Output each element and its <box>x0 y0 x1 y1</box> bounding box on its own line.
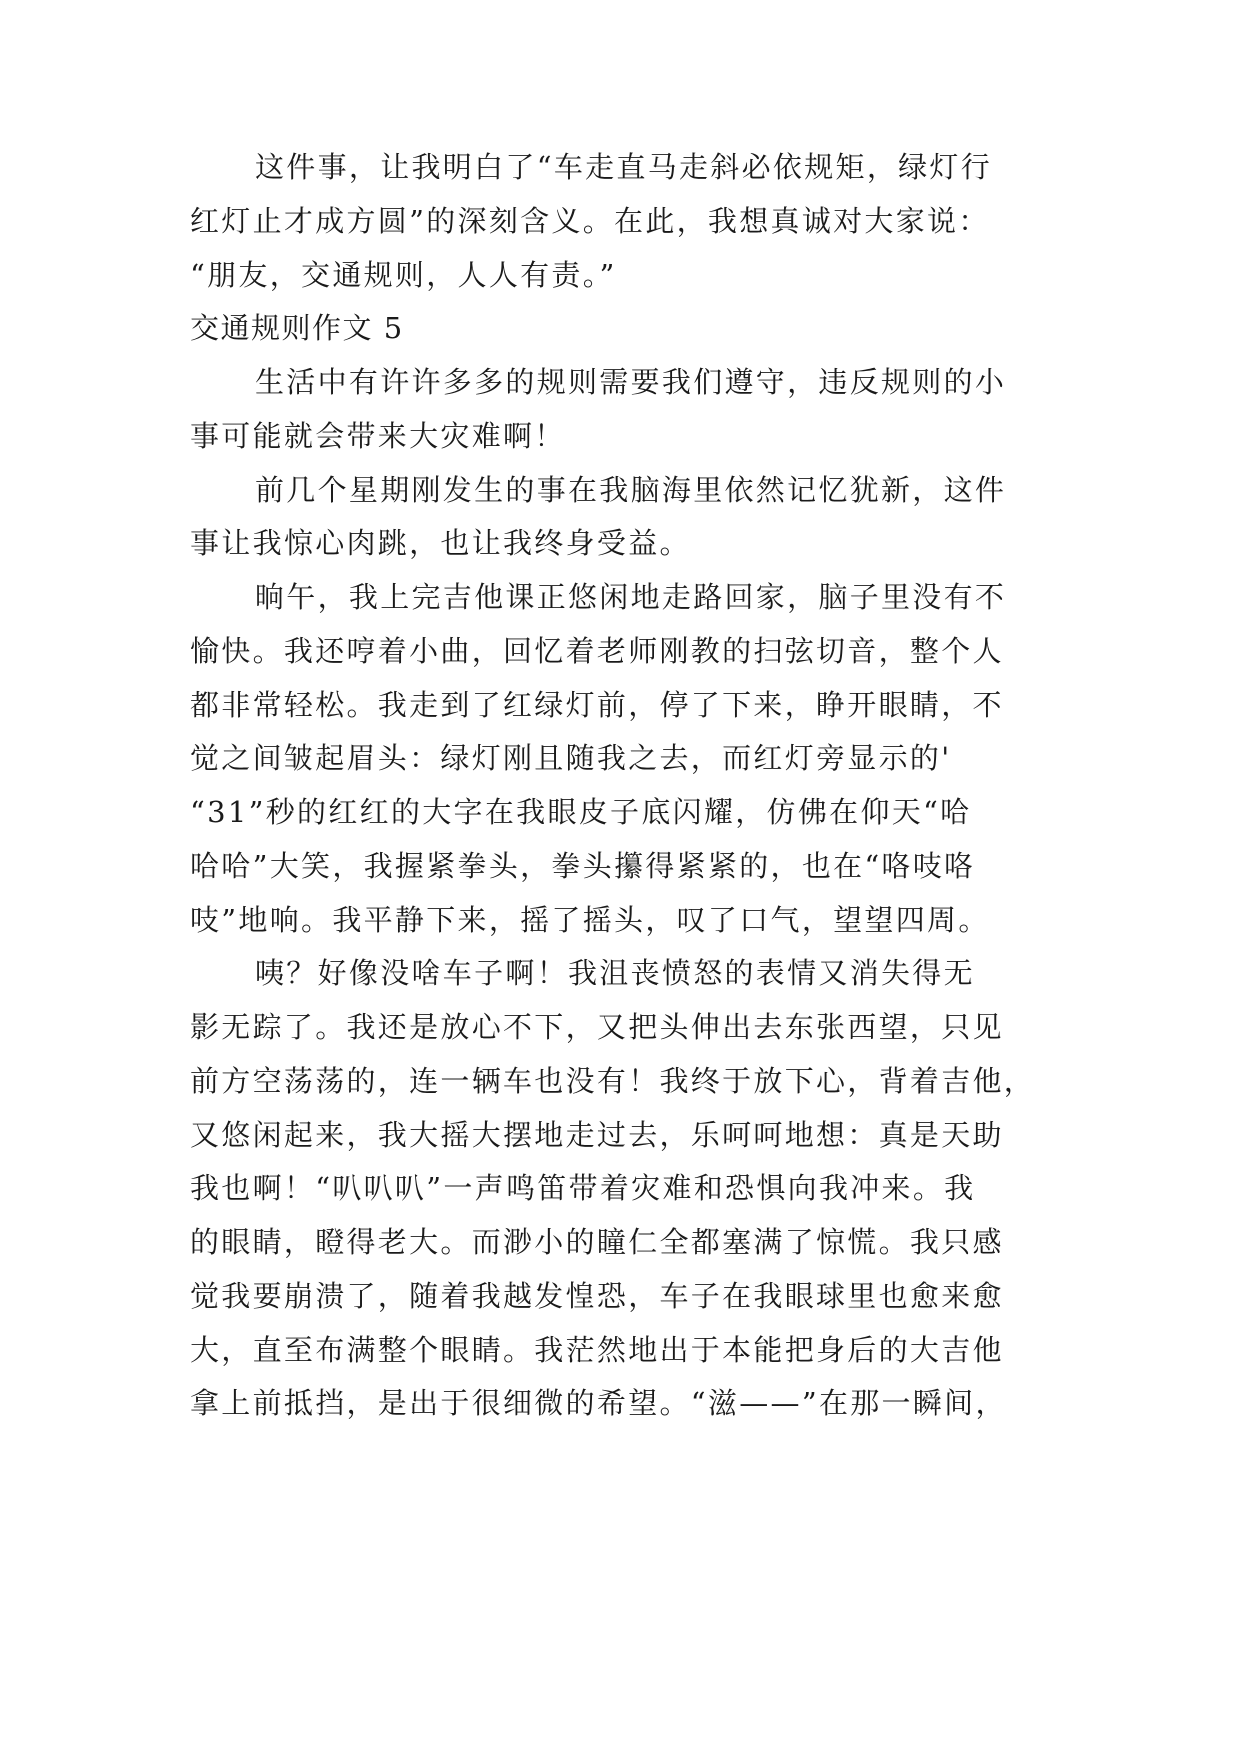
paragraph-line: 拿上前抵挡，是出于很细微的希望。“滋——”在那一瞬间， <box>190 1386 1007 1420</box>
paragraph-line: 咦？好像没啥车子啊！我沮丧愤怒的表情又消失得无 <box>255 956 975 990</box>
paragraph-line: 又悠闲起来，我大摇大摆地走过去，乐呵呵地想：真是天助 <box>190 1118 1004 1152</box>
paragraph-line: 大，直至布满整个眼睛。我茫然地出于本能把身后的大吉他 <box>190 1333 1004 1367</box>
paragraph-line: 觉之间皱起眉头：绿灯刚且随我之去，而红灯旁显示的' <box>190 741 952 775</box>
paragraph-line: 影无踪了。我还是放心不下，又把头伸出去东张西望，只见 <box>190 1010 1004 1044</box>
paragraph-line: 愉快。我还哼着小曲，回忆着老师刚教的扫弦切音，整个人 <box>190 634 1004 668</box>
paragraph-line: 我也啊！“叭叭叭”一声鸣笛带着灾难和恐惧向我冲来。我 <box>190 1171 976 1205</box>
paragraph-line: 觉我要崩溃了，随着我越发惶恐，车子在我眼球里也愈来愈 <box>190 1279 1004 1313</box>
paragraph-line: 红灯止才成方圆”的深刻含义。在此，我想真诚对大家说： <box>190 204 990 238</box>
paragraph-line: 生活中有许许多多的规则需要我们遵守，违反规则的小 <box>255 365 1007 399</box>
paragraph-line: 前几个星期刚发生的事在我脑海里依然记忆犹新，这件 <box>255 473 1007 507</box>
paragraph-line: 这件事，让我明白了“车走直马走斜必依规矩，绿灯行 <box>255 150 993 184</box>
paragraph-line: 哈哈”大笑，我握紧拳头，拳头攥得紧紧的，也在“咯吱咯 <box>190 849 976 883</box>
paragraph-line: 事可能就会带来大灾难啊！ <box>190 419 566 453</box>
paragraph-line: 事让我惊心肉跳，也让我终身受益。 <box>190 526 691 560</box>
paragraph-line: “31”秒的红红的大字在我眼皮子底闪耀，仿佛在仰天“哈 <box>190 795 972 829</box>
paragraph-line: 前方空荡荡的，连一辆车也没有！我终于放下心，背着吉他， <box>190 1064 1036 1098</box>
paragraph-line: 的眼睛，瞪得老大。而渺小的瞳仁全都塞满了惊慌。我只感 <box>190 1225 1004 1259</box>
paragraph-line: “朋友，交通规则，人人有责。” <box>190 258 617 292</box>
paragraph-line: 晌午，我上完吉他课正悠闲地走路回家，脑子里没有不 <box>255 580 1007 614</box>
paragraph-line: 吱”地响。我平静下来，摇了摇头，叹了口气，望望四周。 <box>190 903 990 937</box>
section-heading: 交通规则作文 5 <box>190 311 404 345</box>
paragraph-line: 都非常轻松。我走到了红绿灯前，停了下来，睁开眼睛，不 <box>190 688 1004 722</box>
